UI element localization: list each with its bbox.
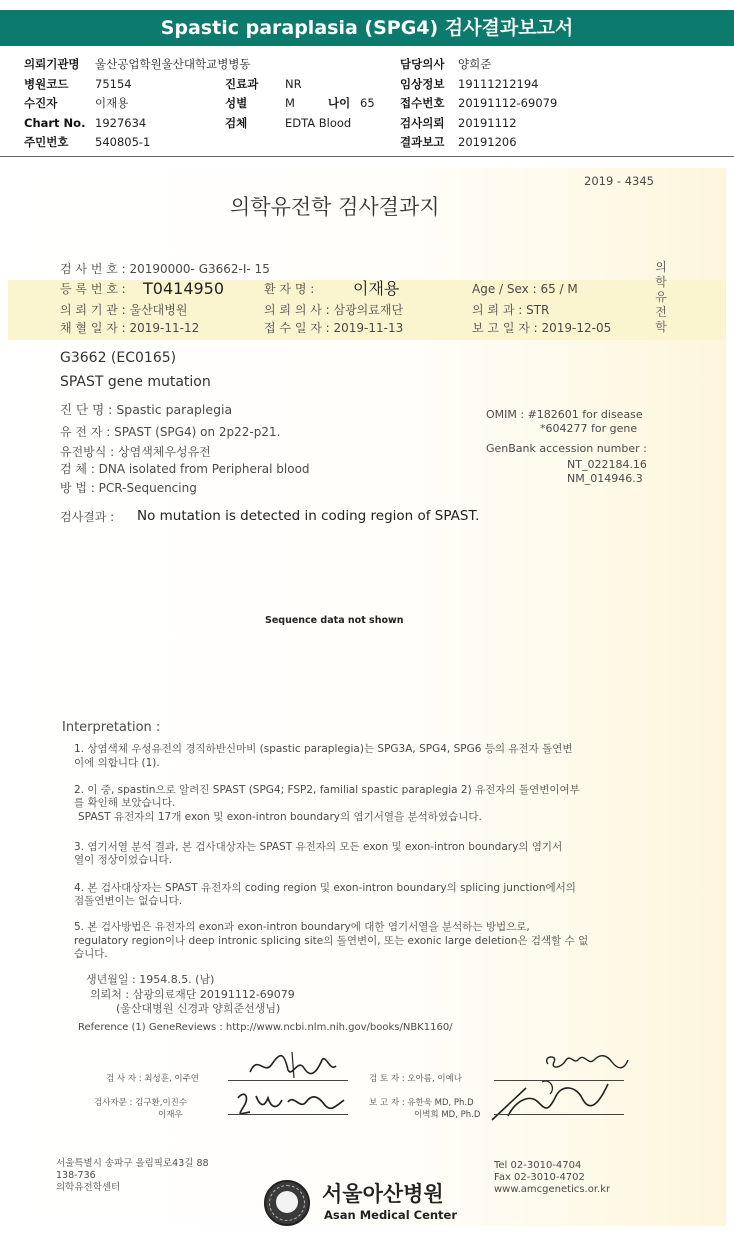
label-hospital-code: 병원코드 <box>24 77 69 91</box>
year-code: 2019 - 4345 <box>584 174 654 188</box>
address-line-3: 의학유전학센터 <box>56 1182 121 1193</box>
value-chart-no: 1927634 <box>95 116 147 130</box>
advisor-sign-line <box>228 1114 348 1115</box>
omim-gene: *604277 for gene <box>540 422 638 435</box>
result-text: No mutation is detected in coding region of SPAST. <box>137 508 480 524</box>
gene: 유 전 자 : SPAST (SPG4) on 2p22-p21. <box>60 425 281 439</box>
phone: Tel 02-3010-4704 <box>494 1160 582 1171</box>
client-doctor: (울산대병원 신경과 양희준선생님) <box>116 1002 281 1015</box>
value-sex: M <box>285 96 295 110</box>
request-doctor: 의 뢰 의 사 : 삼광의료재단 <box>264 303 404 317</box>
inheritance: 유전방식 : 상염색체우성유전 <box>60 445 211 459</box>
header-divider <box>0 156 734 157</box>
reviewer-signature <box>528 1048 638 1078</box>
label-doctor: 담당의사 <box>400 57 445 71</box>
label-department: 진료과 <box>225 77 259 91</box>
value-clinical-info: 19111212194 <box>458 77 539 91</box>
value-specimen: EDTA Blood <box>285 116 352 130</box>
reference: Reference (1) GeneReviews : http://www.ncbi.nlm.nih.gov/books/NBK1160/ <box>78 1022 453 1033</box>
advisor: 검사자문 : 김구환,이진수 <box>94 1098 188 1108</box>
value-hospital-code: 75154 <box>95 77 132 91</box>
sequence-note: Sequence data not shown <box>265 615 404 626</box>
examiner: 검 사 자 : 최성훈, 이주연 <box>106 1074 199 1084</box>
advisor-2: 이재우 <box>158 1110 183 1120</box>
request-department: 의 뢰 과 : STR <box>472 303 550 317</box>
reg-label: 등 록 번 호 : <box>60 282 126 296</box>
label-patient: 수진자 <box>24 96 58 110</box>
address-line-2: 138-736 <box>56 1170 96 1181</box>
value-institution: 울산공업학원울산대학교병병동 <box>95 57 251 71</box>
birth-date: 생년월일 : 1954.8.5. (남) <box>86 973 215 986</box>
reporter: 보 고 자 : 유한욱 MD, Ph.D <box>369 1098 474 1108</box>
reg-value: T0414950 <box>143 279 225 298</box>
reporter-signature <box>486 1076 626 1124</box>
report-date: 보 고 일 자 : 2019-12-05 <box>472 321 612 335</box>
client: 의뢰처 : 삼광의료재단 20191112-69079 <box>90 988 295 1001</box>
website: www.amcgenetics.or.kr <box>494 1184 611 1195</box>
patient-label: 환 자 명 : <box>264 282 315 296</box>
receive-date: 접 수 일 자 : 2019-11-13 <box>264 321 404 335</box>
label-clinical-info: 임상정보 <box>400 77 445 91</box>
value-age: 65 <box>360 96 375 110</box>
age-sex: Age / Sex : 65 / M <box>472 282 578 296</box>
request-institution: 의 뢰 기 관 : 울산대병원 <box>60 303 188 317</box>
reporter-sign-line <box>494 1114 624 1115</box>
value-accession: 20191112-69079 <box>458 96 558 110</box>
gene-title: SPAST gene mutation <box>60 374 211 390</box>
reviewer: 검 토 자 : 오아름, 이예나 <box>369 1074 462 1084</box>
side-stamp: 의 학 유 전 학 <box>655 260 667 334</box>
draw-date: 채 혈 일 자 : 2019-11-12 <box>60 321 200 335</box>
label-sex: 성별 <box>225 96 248 110</box>
reporter-2: 이벽희 MD, Ph.D <box>414 1110 481 1120</box>
label-chart-no: Chart No. <box>24 116 86 130</box>
test-code: G3662 (EC0165) <box>60 350 177 366</box>
label-request-date: 검사의뢰 <box>400 116 445 130</box>
accession-1: NT_022184.16 <box>567 458 647 471</box>
exam-number: 검 사 번 호 : 20190000- G3662-I- 15 <box>60 262 270 276</box>
genbank-label: GenBank accession number : <box>486 442 647 455</box>
value-patient: 이재용 <box>95 96 129 110</box>
value-request-date: 20191112 <box>458 116 517 130</box>
diagnosis: 진 단 명 : Spastic paraplegia <box>60 402 233 417</box>
value-doctor: 양희준 <box>458 57 492 71</box>
examiner-signature <box>244 1048 354 1082</box>
scanned-result-sheet: 2019 - 4345 의학유전학 검사결과지 검 사 번 호 : 20190000- G3662-I- 15 등 록 번 호 : T0414950 환 자 명 : 이재용 Age / Sex : 65 / M 의 뢰 기 관 : 울산대병원 의 뢰 의 사 : 삼광의료재단 의 뢰 과 : STR 채 혈 일 자 : 2019-11-12 접 수 일 자 : 2019-11-13 보 고 일 자 : 2019-12-05 의 학 유 전 학 G3662 (EC0165) SPAST gene mutation 진 단 명 : Spastic paraplegia 유 전 자 : SPAST (SPG4) on 2p22-p21. 유전방식 : 상염색체우성유전 검 체 : DNA isolated from Peripheral blood 방 법 : PCR-Sequencing OMIM : #182601 for disease *604277 for gene GenBank accession number : NT_022184.16 NM_014946.3 검사결과 : No mutation is detected in coding region of SPAST. Sequence data not shown Interpretation : 1. 상염색체 우성유전의 경직하반신마비 (spastic paraplegia)는 SPG3A, SPG4, SPG6 등의 유전자 돌연변 이에 의합니다 (1). 2. 이 중, spastin으로 알려진 SPAST (SPG4; FSP2, familial spastic paraplegia 2) 유전자의 돌연변이여부 를 확인해 보았습니다. SPAST 유전자의 17개 exon 및 exon-intron boundary의 염기서열을 분석하였습니다. 3. 염기서열 분석 결과, 본 검사대상자는 SPAST 유전자의 모든 exon 및 exon-intron boundary의 염기서 열이 정상이었습니다. 4. 본 검사대상자는 SPAST 유전자의 coding region 및 exon-intron boundary의 splicing junction에서의 점돌연변이는 없습니다. 5. 본 검사방법은 유전자의 exon과 exon-intron boundary에 대한 염기서열을 분석하는 방법으로, regulatory region이나 deep intronic splicing site의 돌연변이, 또는 exonic large deletion은 검색할 수 없 습니다. 생년월일 : 1954.8.5. (남) 의뢰처 : 삼광의료재단 20191112-69079 (울산대병원 신경과 양희준선생님) Reference (1) GeneReviews : http://www.ncbi.nlm.nih.gov/books/NBK1160/ 검 사 자 : 최성훈, 이주연 검사자문 : 김구환,이진수 이재우 검 토 자 : 오아름, 이예나 보 고 자 : 유한욱 MD, Ph.D 이벽희 MD, Ph.D 서울특별시 송파구 올림픽로43길 88 138-736 의학유전학센터 서울아산병원 Asan Medical Center Tel 02-3010-4704 Fax 02-3010-4702 www.amcgenetics.or.kr <box>8 168 726 1226</box>
value-report-date: 20191206 <box>458 135 517 149</box>
label-accession: 접수번호 <box>400 96 445 110</box>
result-label: 검사결과 : <box>60 510 115 524</box>
label-report-date: 결과보고 <box>400 135 445 149</box>
hospital-name-kr: 서울아산병원 <box>322 1182 444 1206</box>
label-specimen: 검체 <box>225 116 248 130</box>
value-resident-no: 540805-1 <box>95 135 151 149</box>
patient-value: 이재용 <box>353 279 400 298</box>
report-title: Spastic paraplasia (SPG4) 검사결과보고서 <box>0 10 734 46</box>
omim-disease: OMIM : #182601 for disease <box>486 408 643 421</box>
specimen: 검 체 : DNA isolated from Peripheral blood <box>60 462 310 476</box>
label-institution: 의뢰기관명 <box>24 57 80 71</box>
sheet-heading: 의학유전학 검사결과지 <box>230 195 440 219</box>
label-resident-no: 주민번호 <box>24 135 69 149</box>
address-line-1: 서울특별시 송파구 올림픽로43길 88 <box>56 1158 209 1169</box>
examiner-sign-line <box>228 1080 348 1081</box>
hospital-name-en: Asan Medical Center <box>324 1208 458 1222</box>
interpretation-title: Interpretation : <box>62 720 161 735</box>
fax: Fax 02-3010-4702 <box>494 1172 585 1183</box>
label-age: 나이 <box>328 96 351 110</box>
value-department: NR <box>285 77 302 91</box>
method: 방 법 : PCR-Sequencing <box>60 481 197 495</box>
accession-2: NM_014946.3 <box>567 472 643 485</box>
asan-foundation-logo <box>264 1180 310 1226</box>
